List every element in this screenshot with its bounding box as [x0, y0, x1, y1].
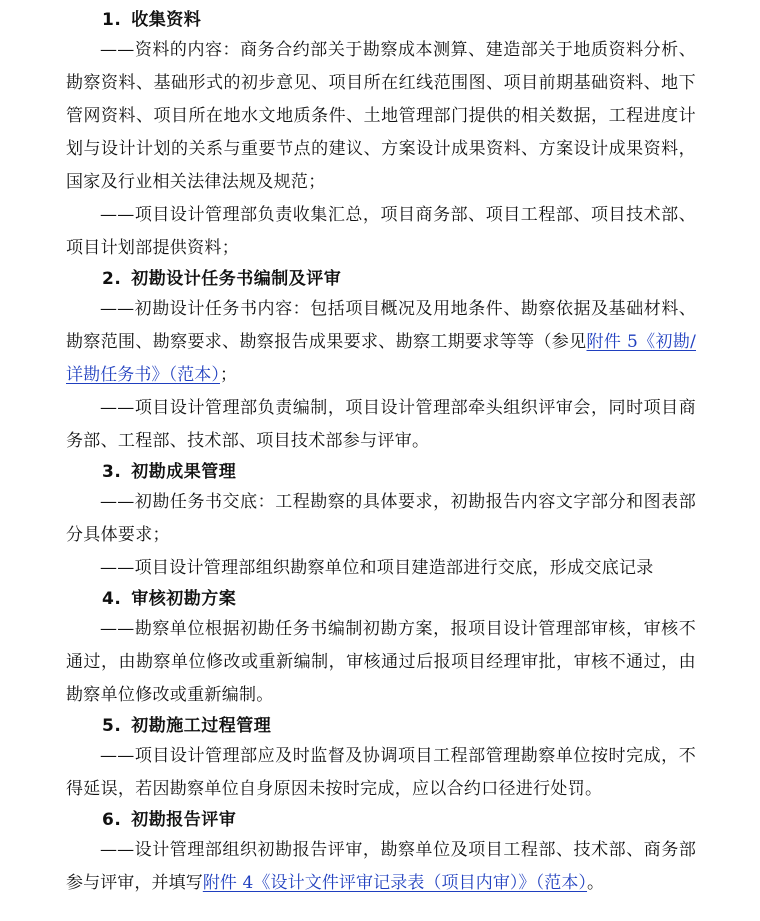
section-heading [66, 806, 696, 834]
paragraph: ——勘察单位根据初勘任务书编制初勘方案，报项目设计管理部审核，审核不通过，由勘察单位修改或重新编制，审核通过后报项目经理审批，审核不通过，由勘察单位修改或重新编制。 [66, 619, 696, 705]
section-number: 5. [102, 716, 122, 736]
section-title: 收集资料 [131, 10, 202, 30]
section-5 [66, 712, 696, 806]
document-page [66, 6, 696, 900]
section-title: 初勘设计任务书编制及评审 [131, 269, 342, 289]
section-number: 1. [102, 10, 122, 30]
paragraph: ——资料的内容：商务合约部关于勘察成本测算、建造部关于地质资料分析、勘察资料、基础形式的初步意见、项目所在红线范围图、项目前期基础资料、地下管网资料、项目所在地水文地质条件、土地管理部门提供的相关数据，工程进度计划与设计计划的关系与重要节点的建议、方案设计成果资料、方案设计成果资料，国家及行业相关法律法规及规范； [66, 40, 696, 192]
section-heading [66, 6, 696, 34]
paragraph-text: ——设计管理部组织初勘报告评审，勘察单位及项目工程部、技术部、商务部参与评审，并填写 [66, 840, 696, 893]
section-number: 3. [102, 462, 122, 482]
section-heading [66, 712, 696, 740]
section-title: 初勘报告评审 [131, 810, 237, 830]
paragraph: ——项目设计管理部负责收集汇总，项目商务部、项目工程部、项目技术部、项目计划部提供资料； [66, 205, 696, 258]
paragraph-text: ——初勘设计任务书内容：包括项目概况及用地条件、勘察依据及基础材料、勘察范围、勘察要求、勘察报告成果要求、勘察工期要求等等（参见 [66, 299, 696, 352]
paragraph: ——项目设计管理部组织勘察单位和项目建造部进行交底，形成交底记录 [100, 558, 654, 578]
paragraph: ——初勘任务书交底：工程勘察的具体要求，初勘报告内容文字部分和图表部分具体要求； [66, 492, 696, 545]
section-title: 审核初勘方案 [131, 589, 237, 609]
paragraph-text: ； [220, 365, 238, 385]
section-6 [66, 806, 696, 900]
paragraph-text: 。 [587, 873, 605, 893]
attachment-5-link[interactable]: 附件 5《初勘/详勘任务书》（范本） [66, 332, 696, 385]
section-3 [66, 458, 696, 585]
attachment-4-link[interactable]: 附件 4《设计文件评审记录表（项目内审）》（范本） [202, 873, 588, 893]
section-title: 初勘施工过程管理 [131, 716, 272, 736]
section-heading [66, 585, 696, 613]
paragraph: ——项目设计管理部应及时监督及协调项目工程部管理勘察单位按时完成，不得延误，若因勘察单位自身原因未按时完成，应以合约口径进行处罚。 [66, 746, 696, 799]
section-number: 6. [102, 810, 122, 830]
section-number: 2. [102, 269, 122, 289]
section-heading [66, 458, 696, 486]
paragraph [66, 834, 696, 900]
paragraph: ——项目设计管理部负责编制，项目设计管理部牵头组织评审会，同时项目商务部、工程部、技术部、项目技术部参与评审。 [66, 398, 696, 451]
section-number: 4. [102, 589, 122, 609]
section-title: 初勘成果管理 [131, 462, 237, 482]
section-2 [66, 265, 696, 458]
section-4 [66, 585, 696, 712]
section-heading [66, 265, 696, 293]
section-1 [66, 6, 696, 265]
paragraph [66, 293, 696, 392]
